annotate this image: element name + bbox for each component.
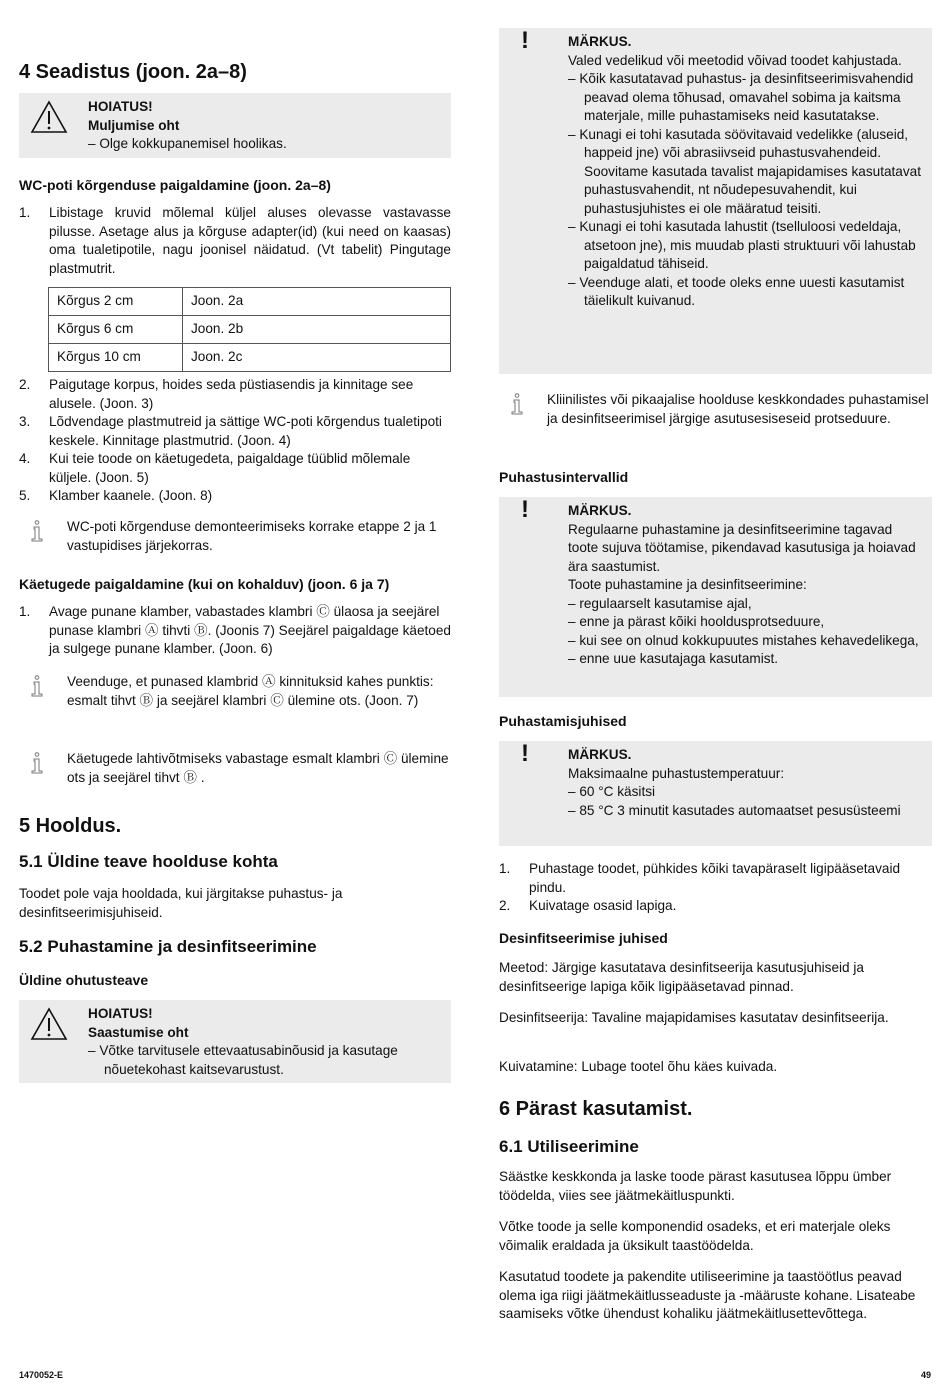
step-text: Lõdvendage plastmutreid ja sättige WC-poti kõrgendus tualetipoti keskele. Kinnitage plastmutrid. (Joon. 4)	[49, 414, 442, 448]
list-item	[499, 860, 932, 897]
note-box-temperature	[499, 741, 932, 846]
note-item: – Veenduge alati, et toode oleks enne uuesti kasutamist täielikult kuivanud.	[568, 274, 905, 308]
list-item	[19, 376, 451, 413]
note-box-intervals	[499, 497, 932, 697]
note-title: MÄRKUS.	[568, 503, 632, 518]
note-item: – Kõik kasutatavad puhastus- ja desinfitseerimisvahendid peavad olema tõhusad, omavahel sobima ja kaitsma materjale, mille puhastamiseks neid kasutatakse.	[568, 71, 914, 123]
warning-item: – Olge kokkupanemisel hoolikas.	[88, 136, 287, 151]
table-cell: Joon. 2c	[183, 344, 451, 372]
section-6-heading: 6 Pärast kasutamist.	[499, 1098, 693, 1120]
table-row	[49, 344, 451, 372]
warning-subtitle: Muljumise oht	[88, 117, 180, 133]
note-text: Toote puhastamine ja desinfitseerimine:	[568, 577, 807, 592]
subheading-safety: Üldine ohutusteave	[19, 972, 149, 988]
height-table	[19, 287, 451, 372]
note-text: Maksimaalne puhastustemperatuur:	[568, 765, 785, 781]
list-item	[19, 450, 451, 487]
step-number: 3.	[19, 414, 31, 429]
info-text: Veenduge, et punased klambrid Ⓐ kinnituksid kahes punktis: esmalt tihvt Ⓑ ja seejärel klambri Ⓒ ülemine ots. (Joon. 7)	[67, 674, 434, 708]
table-cell: Joon. 2b	[183, 316, 451, 344]
note-item: – Kunagi ei tohi kasutada lahustit (tselluloosi vedeldaja, atsetoon jne), mis muudab plasti struktuuri või lahustab paigaldatud tähiseid.	[568, 219, 916, 271]
table-row	[49, 316, 451, 344]
section-4-heading: 4 Seadistus (joon. 2a–8)	[19, 61, 247, 83]
section-5-2-heading: 5.2 Puhastamine ja desinfitseerimine	[19, 937, 317, 956]
note-title: MÄRKUS.	[568, 34, 632, 49]
info-text: WC-poti kõrgenduse demonteerimiseks korrake etappe 2 ja 1 vastupidises järjekorras.	[67, 519, 437, 553]
document-code: 1470052-E	[19, 1370, 64, 1380]
table-cell: Kõrgus 2 cm	[49, 288, 183, 316]
note-item: – 85 °C 3 minutit kasutades automaatset pesusüsteemi	[568, 802, 901, 818]
exclamation-icon: !	[521, 496, 529, 523]
step-number: 1.	[19, 604, 31, 619]
disposal-text-3: Kasutatud toodete ja pakendite utiliseerimine ja taastöötlus peavad olema iga riigi jäätmekäitlusseaduste ja -määruste kohane. Lisateabe saamiseks võtke ühendust kohaliku jäätmekäitlusettevõttega.	[499, 1269, 916, 1321]
warning-title: HOIATUS!	[88, 1006, 153, 1021]
disposal-text-1: Säästke keskkonda ja laske toode pärast kasutusea lõppu ümber töödelda, viies see jäätmekäitluspunkti.	[499, 1169, 892, 1203]
install-step-1	[19, 204, 451, 278]
install-steps-2-5	[19, 376, 451, 506]
info-text: Käetugede lahtivõtmiseks vabastage esmalt klambri Ⓒ ülemine ots ja seejärel tihvt Ⓑ .	[67, 751, 449, 785]
step-text: Klamber kaanele. (Joon. 8)	[49, 488, 213, 503]
step-text: Kuivatage osasid lapiga.	[529, 898, 677, 913]
step-text: Avage punane klamber, vabastades klambri Ⓒ ülaosa ja seejärel punase klambri Ⓐ tihvti Ⓑ. (Joonis 7) Seejärel paigaldage käetoed ja sulgege punane klamber. (Joon. 6)	[49, 604, 451, 656]
subheading-toilet-raiser-install: WC-poti kõrgenduse paigaldamine (joon. 2a–8)	[19, 177, 331, 193]
section-5-heading: 5 Hooldus.	[19, 815, 122, 837]
step-number: 1.	[499, 861, 511, 876]
note-box-liquids	[499, 28, 932, 374]
note-title: MÄRKUS.	[568, 747, 632, 762]
list-item	[499, 897, 932, 916]
info-icon	[31, 520, 43, 542]
info-icon	[31, 675, 43, 697]
info-icon	[31, 752, 43, 774]
cleaning-steps	[499, 860, 932, 916]
exclamation-icon: !	[521, 27, 529, 54]
page-number: 49	[920, 1370, 931, 1380]
step-text: Kui teie toode on käetugedeta, paigaldage tüüblid mõlemale küljele. (Joon. 5)	[49, 451, 411, 485]
info-note-removal	[19, 518, 451, 555]
warning-item: – Võtke tarvitusele ettevaatusabinõusid ja kasutage nõuetekohast kaitsevarustust.	[88, 1043, 398, 1077]
note-item: – enne uue kasutajaga kasutamist.	[568, 651, 779, 666]
note-item: – enne ja pärast kõiki hooldusprotseduure,	[568, 614, 825, 629]
step-text: Paigutage korpus, hoides seda püstiasendis ja kinnitage see alusele. (Joon. 3)	[49, 377, 414, 411]
step-number: 2.	[19, 377, 31, 392]
note-text: Regulaarne puhastamine ja desinfitseerimine tagavad toote sujuva töötamise, pikendavad kasutusiga ja hoiavad ära saastumist.	[568, 521, 916, 574]
table-cell: Kõrgus 6 cm	[49, 316, 183, 344]
exclamation-icon: !	[521, 740, 529, 767]
info-note-clamps	[19, 673, 451, 710]
section-6-1-heading: 6.1 Utiliseerimine	[499, 1137, 639, 1156]
warning-subtitle: Saastumise oht	[88, 1024, 189, 1040]
subheading-intervals: Puhastusintervallid	[499, 469, 629, 485]
table-cell: Kõrgus 10 cm	[49, 344, 183, 372]
step-text: Puhastage toodet, pühkides kõiki tavapäraselt ligipääsetavaid pindu.	[529, 861, 901, 895]
disinfectant: Desinfitseerija: Tavaline majapidamises kasutatav desinfitseerija.	[499, 1010, 889, 1025]
note-item: – kui see on olnud kokkupuutes mistahes kehavedelikega,	[568, 632, 919, 648]
subheading-disinfection: Desinfitseerimise juhised	[499, 930, 668, 946]
section-5-1-text: Toodet pole vaja hooldada, kui järgitakse puhastus- ja desinfitseerimisjuhiseid.	[19, 886, 343, 920]
info-icon	[511, 393, 523, 415]
step-number: 5.	[19, 488, 31, 503]
subheading-cleaning: Puhastamisjuhised	[499, 713, 627, 729]
drying: Kuivatamine: Lubage tootel õhu käes kuivada.	[499, 1059, 778, 1074]
subheading-armrests-install: Käetugede paigaldamine (kui on kohalduv) (joon. 6 ja 7)	[19, 576, 390, 592]
info-text: Kliinilistes või pikaajalise hoolduse keskkondades puhastamisel ja desinfitseerimisel järgige asutusesiseseid protseduure.	[547, 392, 929, 426]
section-5-1-heading: 5.1 Üldine teave hoolduse kohta	[19, 852, 278, 871]
warning-triangle-icon	[29, 99, 69, 135]
table-row	[49, 288, 451, 316]
table-cell: Joon. 2a	[183, 288, 451, 316]
step-text: Libistage kruvid mõlemal küljel aluses olevasse vastavasse pilusse. Asetage alus ja kõrguse adapter(id) (kui need on kaasas) oma tualetipotile, nagu joonisel näidatud. (Vt tabelit) Pingutage plastmutrit.	[49, 205, 451, 276]
warning-title: HOIATUS!	[88, 99, 153, 114]
list-item	[19, 487, 451, 506]
list-item	[19, 413, 451, 450]
warning-triangle-icon	[29, 1006, 69, 1042]
note-item: – 60 °C käsitsi	[568, 784, 656, 799]
note-text: Valed vedelikud või meetodid võivad toodet kahjustada.	[568, 52, 902, 68]
info-note-armrest-removal	[19, 750, 451, 787]
note-item: – Kunagi ei tohi kasutada söövitavaid vedelikke (aluseid, happeid jne) või abrasiivseid puhastusvahendeid. Soovitame kasutada tavalist majapidamises kasutatavat puhastusvahendit, nt nõudepesuvahendit, kui puhastusjuhistes ei ole määratud teisiti.	[568, 126, 921, 216]
step-number: 4.	[19, 451, 31, 466]
step-number: 1.	[19, 205, 31, 220]
disinfection-method: Meetod: Järgige kasutatava desinfitseerija kasutusjuhiseid ja desinfitseerige lapiga kõik ligipääsetavad pinnad.	[499, 960, 864, 994]
armrest-step-1	[19, 603, 451, 659]
disposal-text-2: Võtke toode ja selle komponendid osadeks, et eri materjale oleks võimalik eraldada ja üksikult taastöödelda.	[499, 1219, 891, 1253]
step-number: 2.	[499, 898, 511, 913]
warning-box-crushing	[19, 93, 451, 158]
info-note-clinical	[499, 391, 932, 428]
warning-box-contamination	[19, 1000, 451, 1083]
note-item: – regulaarselt kasutamise ajal,	[568, 595, 752, 611]
